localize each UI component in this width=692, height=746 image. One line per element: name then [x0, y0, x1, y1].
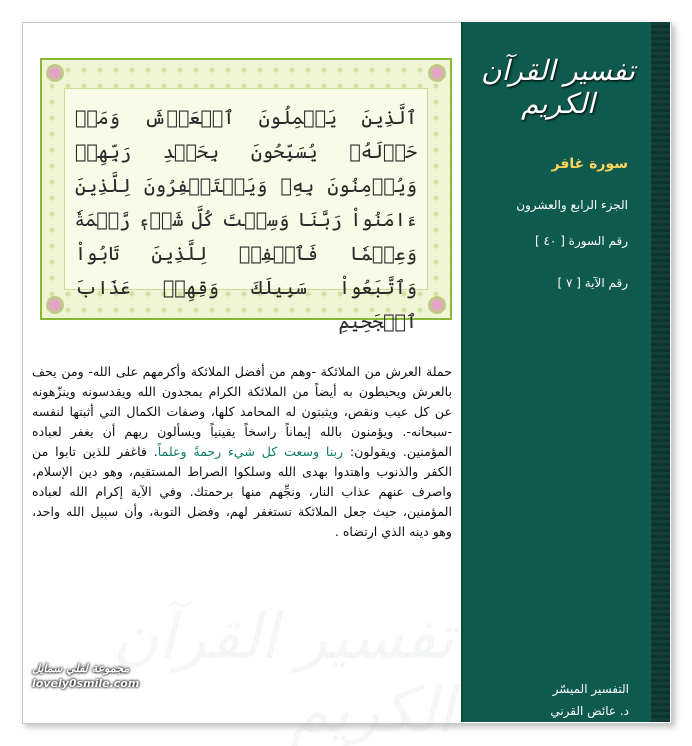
book-name: التفسير الميسّر — [552, 682, 629, 696]
verse-panel — [40, 58, 452, 333]
sidebar-strip — [651, 22, 670, 722]
ayah-number: رقم الآية [ ٧ ] — [557, 276, 628, 290]
surah-name: سورة غافر — [551, 156, 628, 172]
flower-ornament-icon — [46, 64, 64, 82]
flower-ornament-icon — [46, 296, 64, 314]
juz-label: الجزء الرابع والعشرون — [516, 198, 628, 212]
site-url: lovely0smile.com — [32, 677, 140, 690]
author-name: د. عائض القرني — [550, 704, 629, 718]
tafsir-verse-quote: ربنا وسعت كل شيء رحمةً وعلماً — [157, 444, 344, 459]
flower-ornament-icon — [428, 64, 446, 82]
tafsir-text — [32, 362, 452, 542]
verse-frame — [64, 88, 428, 333]
sidebar — [461, 22, 653, 722]
flower-ornament-icon — [428, 296, 446, 314]
site-credit — [32, 662, 139, 690]
verse-text: ٱلَّذِينَ يَحۡمِلُونَ ٱلۡعَرۡشَ وَمَنۡ حَوۡلَهُۥ يُسَبِّحُونَ بِحَمۡدِ رَبِّهِمۡ وَيُؤۡمِنُونَ بِهِۦ وَيَسۡتَغۡفِرُونَ لِلَّذِينَ ءَامَنُواْ رَبَّنَا وَسِعۡتَ كُلَّ شَيۡءٖ رَّحۡمَةٗ وَعِلۡمٗا فَٱغۡفِرۡ لِلَّذِينَ تَابُواْ وَٱتَّبَعُواْ سَبِيلَكَ وَقِهِمۡ عَذَابَ ٱلۡجَحِيمِ — [75, 107, 417, 333]
tafsir-part-1: حملة العرش من الملائكة -وهم من أفضل الملائكة وأكرمهم على الله- ومن يحف بالعرش ويحيطون به أيضاً من الملائكة الكرام يمجدون الله ويقدسونه وينزّهونه عن كل عيب ونقص، ويثبتون له المحامد كلها، وصفات الكمال التي أثبتها لنفسه -سبحانه-. ويؤمنون بالله إيماناً راسخاً يقينياً ويسألون ربهم أن يغفر لعباده المؤمنين. ويقولون: — [32, 364, 452, 459]
page-title: تفسير القرآن الكريم — [481, 54, 635, 120]
surah-number: رقم السورة [ ٤٠ ] — [534, 234, 628, 248]
group-name: مجموعة لفلي سمايل — [32, 662, 130, 675]
tafsir-part-2: . فاغفر للذين تابوا من الكفر والذنوب واهتدوا بهدى الله وسلكوا الصراط المستقيم، وهو دين الإسلام، واصرف عنهم عذاب النار، ونجِّهم منها برحمتك. وفي الآية إكرام الله لعباده المؤمنين، حيث جعل الملائكة تستغفر لهم، وفضل التوبة، وأن سبيل الله واحد، وهو دينه الذي ارتضاه . — [32, 444, 452, 539]
